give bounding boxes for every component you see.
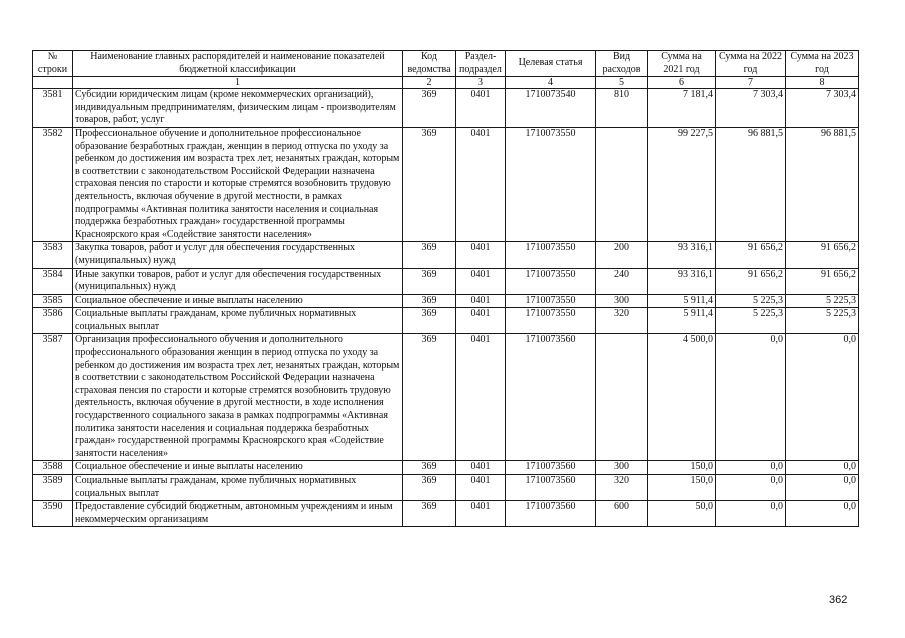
header-sum-2023: Сумма на 2023 год <box>786 51 859 77</box>
header-sum-2022: Сумма на 2022 год <box>716 51 786 77</box>
header-dept-code: Код ведомства <box>403 51 456 77</box>
row-sum-2023: 5 225,3 <box>786 294 859 308</box>
row-sum-2023: 0,0 <box>786 461 859 475</box>
row-dept-code: 369 <box>403 501 456 527</box>
row-number: 3587 <box>33 334 73 461</box>
row-section: 0401 <box>456 501 506 527</box>
row-name: Социальное обеспечение и иные выплаты населению <box>73 294 403 308</box>
row-name: Социальные выплаты гражданам, кроме публичных нормативных социальных выплат <box>73 308 403 334</box>
row-sum-2022: 91 656,2 <box>716 268 786 294</box>
table-row <box>33 475 859 501</box>
row-expense-type: 600 <box>596 501 648 527</box>
row-sum-2021: 7 181,4 <box>648 89 716 128</box>
table-row <box>33 334 859 461</box>
column-number: 2 <box>403 77 456 89</box>
column-number: 4 <box>506 77 596 89</box>
row-section: 0401 <box>456 334 506 461</box>
row-section: 0401 <box>456 127 506 241</box>
row-dept-code: 369 <box>403 461 456 475</box>
header-target-article: Целевая статья <box>506 51 596 77</box>
row-expense-type: 320 <box>596 308 648 334</box>
row-sum-2023: 0,0 <box>786 475 859 501</box>
column-number: 7 <box>716 77 786 89</box>
row-sum-2022: 5 225,3 <box>716 294 786 308</box>
table-row <box>33 461 859 475</box>
row-dept-code: 369 <box>403 268 456 294</box>
row-sum-2023: 91 656,2 <box>786 268 859 294</box>
row-target-article: 1710073550 <box>506 127 596 241</box>
row-sum-2023: 5 225,3 <box>786 308 859 334</box>
row-number: 3588 <box>33 461 73 475</box>
table-row <box>33 127 859 241</box>
budget-table <box>32 50 859 527</box>
row-section: 0401 <box>456 475 506 501</box>
row-sum-2022: 0,0 <box>716 475 786 501</box>
row-sum-2021: 5 911,4 <box>648 308 716 334</box>
row-expense-type: 300 <box>596 294 648 308</box>
row-sum-2023: 96 881,5 <box>786 127 859 241</box>
row-name: Организация профессионального обучения и дополнительного профессионального образования женщин в период отпуска по уходу за ребенком до достижения им возраста трех лет, незанятых граждан, которым в соответствии с законодательством Российской Федерации назначена страховая пенсия по старости и которые стремятся возобновить трудовую деятельность, включая обучение в другой местности, в ходе исполнения государственного социального заказа в рамках подпрограммы «Активная политика занятости населения и социальная поддержка безработных граждан» государственной программы Красноярского края «Содействие занятости населения» <box>73 334 403 461</box>
row-name: Иные закупки товаров, работ и услуг для обеспечения государственных (муниципальных) нужд <box>73 268 403 294</box>
row-sum-2021: 150,0 <box>648 475 716 501</box>
row-target-article: 1710073560 <box>506 501 596 527</box>
row-section: 0401 <box>456 308 506 334</box>
row-sum-2021: 93 316,1 <box>648 242 716 268</box>
row-target-article: 1710073550 <box>506 242 596 268</box>
row-target-article: 1710073550 <box>506 294 596 308</box>
row-name: Предоставление субсидий бюджетным, автономным учреждениям и иным некоммерческим организациям <box>73 501 403 527</box>
row-dept-code: 369 <box>403 127 456 241</box>
row-sum-2021: 4 500,0 <box>648 334 716 461</box>
row-name: Закупка товаров, работ и услуг для обеспечения государственных (муниципальных) нужд <box>73 242 403 268</box>
row-target-article: 1710073550 <box>506 308 596 334</box>
row-expense-type: 200 <box>596 242 648 268</box>
row-expense-type <box>596 334 648 461</box>
header-section: Раздел-подраздел <box>456 51 506 77</box>
row-section: 0401 <box>456 294 506 308</box>
row-sum-2023: 7 303,4 <box>786 89 859 128</box>
header-expense-type: Вид расходов <box>596 51 648 77</box>
table-row <box>33 294 859 308</box>
row-sum-2021: 5 911,4 <box>648 294 716 308</box>
header-name: Наименование главных распорядителей и наименование показателей бюджетной классификации <box>73 51 403 77</box>
header-row-number: № строки <box>33 51 73 77</box>
row-sum-2022: 0,0 <box>716 501 786 527</box>
row-target-article: 1710073560 <box>506 334 596 461</box>
table-row <box>33 501 859 527</box>
row-number: 3583 <box>33 242 73 268</box>
row-expense-type: 810 <box>596 89 648 128</box>
row-number: 3582 <box>33 127 73 241</box>
row-section: 0401 <box>456 268 506 294</box>
row-name: Социальные выплаты гражданам, кроме публичных нормативных социальных выплат <box>73 475 403 501</box>
table-row <box>33 308 859 334</box>
row-sum-2023: 0,0 <box>786 501 859 527</box>
row-sum-2022: 91 656,2 <box>716 242 786 268</box>
row-section: 0401 <box>456 461 506 475</box>
row-number: 3590 <box>33 501 73 527</box>
row-sum-2022: 0,0 <box>716 334 786 461</box>
row-name: Профессиональное обучение и дополнительное профессиональное образование безработных граждан, женщин в период отпуска по уходу за ребенком до достижения им возраста трех лет, незанятых граждан, которым в соответствии с законодательством Российской Федерации назначена страховая пенсия по старости и которые стремятся возобновить трудовую деятельность, включая обучение в другой местности, в рамках подпрограммы «Активная политика занятости населения и социальная поддержка безработных граждан» государственной программы Красноярского края «Содействие занятости населения» <box>73 127 403 241</box>
row-dept-code: 369 <box>403 334 456 461</box>
column-number: 6 <box>648 77 716 89</box>
row-expense-type <box>596 127 648 241</box>
column-number: 8 <box>786 77 859 89</box>
row-expense-type: 240 <box>596 268 648 294</box>
row-name: Субсидии юридическим лицам (кроме некоммерческих организаций), индивидуальным предпринимателям, физическим лицам - производителям товаров, работ, услуг <box>73 89 403 128</box>
table-row <box>33 268 859 294</box>
row-number: 3581 <box>33 89 73 128</box>
row-section: 0401 <box>456 242 506 268</box>
row-sum-2021: 150,0 <box>648 461 716 475</box>
table-row <box>33 242 859 268</box>
page-number: 362 <box>829 594 848 606</box>
row-number: 3586 <box>33 308 73 334</box>
row-target-article: 1710073540 <box>506 89 596 128</box>
row-dept-code: 369 <box>403 308 456 334</box>
row-target-article: 1710073560 <box>506 475 596 501</box>
row-expense-type: 320 <box>596 475 648 501</box>
row-dept-code: 369 <box>403 242 456 268</box>
row-sum-2022: 7 303,4 <box>716 89 786 128</box>
row-number: 3589 <box>33 475 73 501</box>
row-dept-code: 369 <box>403 475 456 501</box>
row-target-article: 1710073550 <box>506 268 596 294</box>
row-sum-2021: 99 227,5 <box>648 127 716 241</box>
row-expense-type: 300 <box>596 461 648 475</box>
row-number: 3585 <box>33 294 73 308</box>
row-sum-2022: 0,0 <box>716 461 786 475</box>
table-row <box>33 89 859 128</box>
row-sum-2021: 50,0 <box>648 501 716 527</box>
row-target-article: 1710073560 <box>506 461 596 475</box>
header-sum-2021: Сумма на 2021 год <box>648 51 716 77</box>
row-sum-2021: 93 316,1 <box>648 268 716 294</box>
column-number: 3 <box>456 77 506 89</box>
column-number: 1 <box>73 77 403 89</box>
column-number: 5 <box>596 77 648 89</box>
row-number: 3584 <box>33 268 73 294</box>
column-number <box>33 77 73 89</box>
row-sum-2022: 96 881,5 <box>716 127 786 241</box>
column-number-row <box>33 77 859 89</box>
row-sum-2022: 5 225,3 <box>716 308 786 334</box>
table-header-row <box>33 51 859 77</box>
row-section: 0401 <box>456 89 506 128</box>
row-sum-2023: 0,0 <box>786 334 859 461</box>
row-dept-code: 369 <box>403 89 456 128</box>
row-dept-code: 369 <box>403 294 456 308</box>
row-name: Социальное обеспечение и иные выплаты населению <box>73 461 403 475</box>
row-sum-2023: 91 656,2 <box>786 242 859 268</box>
